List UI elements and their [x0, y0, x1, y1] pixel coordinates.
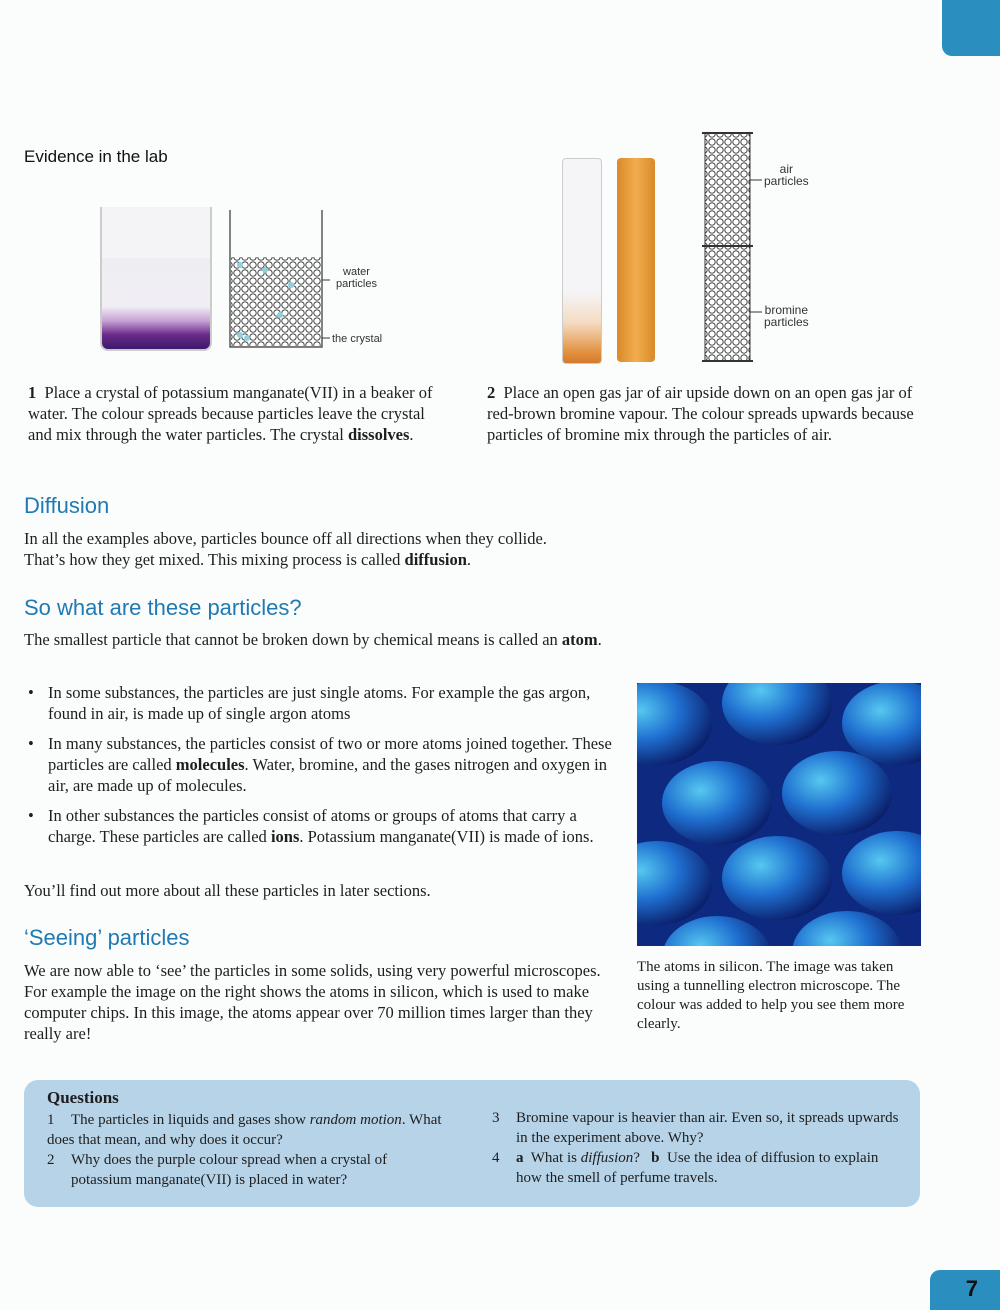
question-text: What is	[530, 1150, 581, 1166]
bold-term: ions	[270, 827, 300, 846]
particles-outro: You’ll find out more about all these particles in later sections.	[24, 881, 431, 900]
caption-end: .	[409, 425, 414, 444]
air-bromine-particles-diagram	[700, 130, 770, 365]
caption-number: 1	[28, 383, 37, 402]
caption-1	[28, 382, 448, 445]
question-number: 4	[492, 1150, 500, 1166]
list-item	[24, 682, 624, 724]
question-number: 2	[47, 1152, 55, 1168]
silicon-atoms-image	[637, 683, 921, 946]
chapter-tab	[942, 0, 1000, 56]
caption-number: 2	[487, 383, 496, 402]
beaker-photo	[100, 207, 212, 351]
question-text: Use the idea of diffusion to explain how the smell of perfume travels.	[516, 1150, 879, 1186]
body-text: .	[597, 630, 602, 649]
question-1	[47, 1110, 467, 1150]
gas-jar-bromine	[617, 158, 655, 362]
list-item	[24, 805, 624, 847]
caption-bold: dissolves	[347, 425, 410, 444]
bold-term: molecules	[175, 755, 245, 774]
body-text: . Water, bromine, and the gases nitrogen and oxygen in air, are made up of molecules.	[48, 755, 607, 795]
caption-text: Place an open gas jar of air upside down on an open gas jar of red-brown bromine vapour. The colour spreads upwards because particles of bromine mix through the particles of air.	[487, 383, 914, 444]
evidence-heading: Evidence in the lab	[24, 147, 168, 166]
gas-jar-air	[562, 158, 602, 364]
question-text: Why does the purple colour spread when a crystal of potassium manganate(VII) is placed in water?	[71, 1152, 388, 1188]
body-text: In all the examples above, particles bounce off all directions when they collide. That’s how they get mixed. This mixing process is called	[24, 529, 547, 569]
bold-term: atom	[561, 630, 598, 649]
italic-term: diffusion	[580, 1150, 634, 1166]
page-number: 7	[930, 1270, 1000, 1310]
label-water-particles: water particles	[336, 266, 377, 290]
label-air-particles: air particles	[764, 162, 809, 188]
particles-heading: So what are these particles?	[24, 595, 302, 620]
questions-heading: Questions	[47, 1088, 119, 1107]
question-text: Bromine vapour is heavier than air. Even so, it spreads upwards in the experiment above. Why?	[516, 1110, 899, 1146]
image-caption: The atoms in silicon. The image was taken using a tunnelling electron microscope. The colour was added to help you see them more clearly.	[637, 959, 905, 1032]
silicon-atoms-graphic	[637, 683, 921, 946]
body-text: In many substances, the particles consist of two or more atoms joined together. These particles are called	[48, 734, 612, 774]
caption-text: Place a crystal of potassium manganate(VII) in a beaker of water. The colour spreads because particles leave the crystal and mix through the water particles. The crystal	[28, 383, 433, 444]
list-item	[24, 733, 624, 796]
question-text: The particles in liquids and gases show	[71, 1112, 310, 1128]
body-text: .	[466, 550, 471, 569]
particles-list	[24, 682, 624, 856]
part-label: b	[651, 1150, 660, 1166]
question-text	[516, 1148, 902, 1188]
question-3	[492, 1108, 902, 1148]
question-4	[492, 1148, 902, 1188]
particles-intro	[24, 629, 624, 650]
seeing-heading: ‘Seeing’ particles	[24, 925, 190, 950]
question-number: 1	[47, 1112, 55, 1128]
diffusion-text	[24, 528, 584, 570]
question-number: 3	[492, 1110, 500, 1126]
part-label: a	[516, 1150, 524, 1166]
bold-term: diffusion	[404, 550, 467, 569]
body-text: In other substances the particles consist of atoms or groups of atoms that carry a charge. These particles are called	[48, 806, 577, 846]
question-2	[47, 1150, 447, 1190]
caption-2	[487, 382, 927, 445]
label-the-crystal: the crystal	[332, 333, 383, 345]
seeing-text: We are now able to ‘see’ the particles in some solids, using very powerful microscopes. For example the image on the right shows the atoms in silicon, which is used to make computer chips. In this image, the atoms appear over 70 million times larger than they really are!	[24, 961, 601, 1043]
question-text: . What does that mean, and why does it occur?	[47, 1112, 442, 1148]
italic-term: random motion	[309, 1112, 402, 1128]
diffusion-heading: Diffusion	[24, 493, 110, 518]
label-bromine-particles: bromine particles	[764, 303, 809, 329]
question-text: ?	[633, 1150, 640, 1166]
body-text: In some substances, the particles are just single atoms. For example the gas argon, found in air, is made up of single argon atoms	[48, 683, 591, 723]
body-text: The smallest particle that cannot be broken down by chemical means is called an	[24, 630, 562, 649]
body-text: . Potassium manganate(VII) is made of ions.	[299, 827, 594, 846]
